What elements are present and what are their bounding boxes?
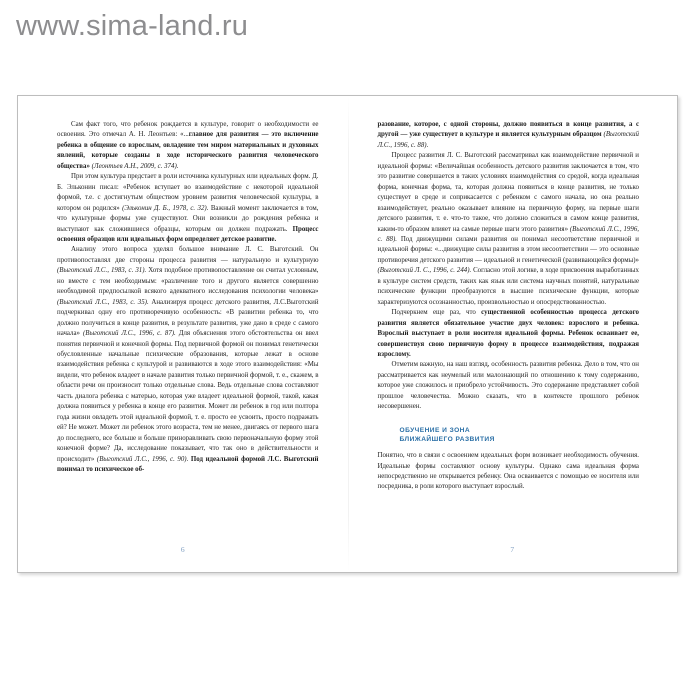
book-spread [17, 95, 678, 573]
section-heading [400, 426, 640, 444]
paragraph: Отметим важную, на наш взгляд, особенность развития ребенка. Дело в том, что он рассматривается как неумелый или малознающий по отношению к тому содержанию, которое уже сложилось и приобрело устойчивость. Это содержание представляет собой прошлое человечества. Можно сказать, что в контексте прошлого ребенок несовершенен. [377, 361, 639, 411]
left-page-text-block [57, 120, 319, 475]
paragraph: Процесс развития Л. С. Выготский рассматривал как взаимодействие первичной и идеальной формы: «Величайшая особенность детского развития заключается в том, что это развитие совершается в таких условиях взаимодействия со средой, когда идеальная форма, конечная форма, та, которая должна появиться в конце развития, не только существует в среде и соприкасается с ребенком с самого начала, но она реально взаимодействует, реально оказывает влияние на первичную форму, на первые шаги детского развития, т. е. что-то такое, что должно сложиться в самом конце развития, каким-то образом влияет на самые первые шаги этого развития» (Выготский Л.С., 1996, с. 88). Под движущими силами развития он понимал несоответствие первичной и идеальной формы: «...движущие силы развития в этом несоответствии — это основные противоречия детского развития — идеальной и генетической (развивающейся формы)» (Выготский Л. С., 1996, с. 244). Согласно этой логике, в ходе присвоения выработанных в культуре систем средств, таких как язык или система научных понятий, натуральные психические функции преобразуются в высшие психические функции, которые характеризуются осознанностью, произвольностью и опосредствованностью. [377, 152, 639, 306]
page-number-left: 6 [180, 545, 185, 554]
site-watermark: www.sima-land.ru [16, 10, 249, 42]
section-heading-line-1: ОБУЧЕНИЕ И ЗОНА [399, 426, 471, 434]
paragraph: При этом культура предстает в роли источника культурных или идеальных форм. Д. Б. Эльконин писал: «Ребенок вступает во взаимодействие с некоторой идеальной формой, т.е. с достигнутым обществом уровнем развития человеческой культуры, в котором он родился» (Эльконин Д. Б., 1978, с. 32). Важный момент заключается в том, что культурные формы уже существуют. Они возникли до рождения ребенка и выступают как сложившиеся образцы, которым он должен подражать. Процесс освоения образцов или идеальных форм определяет детское развитие. [57, 173, 319, 243]
paragraph: разование, которое, с одной стороны, должно появиться в конце развития, а с другой — уже существует в культуре и является культурным образцом (Выготский Л.С., 1996, с. 88). [377, 121, 639, 149]
paragraph: Сам факт того, что ребенок рождается в культуре, говорит о необходимости ее освоения. Это отмечал А. Н. Леонтьев: «...главное для развития — это включение ребенка в общение со взрослым, овладение тем миром материальных и духовных явлений, которые созданы в ходе исторического развития человеческого общества» (Леонтьев А.Н., 2009, с. 374). [57, 121, 319, 170]
right-page [348, 96, 678, 572]
paragraph: Анализу этого вопроса уделял большое внимание Л. С. Выготский. Он противопоставлял две стороны процесса развития — натуральную и культурную (Выготский Л.С., 1983, с. 31). Хотя подобное противопоставление он считал условным, но вместе с тем необходимым: «различение того и другого является совершенно необходимой предпосылкой всякого адекватного исследования психологии человека» (Выготский Л.С., 1983, с. 35). Анализируя процесс детского развития, Л.С.Выготский подчеркивал одну его противоречивую особенность: «В развитии ребенка то, что должно получиться в конце развития, в результате развития, уже дано в среде с самого начала» (Выготский Л.С., 1996, с. 87). Для объяснения этого обстоятельства он ввел понятия первичной и конечной формы. Под первичной формой он понимал генетически обусловленные начальные психические образования, которые лежат в основе взаимодействия ребенка с культурой и развиваются в ходе этого взаимодействия: «Мы видели, что ребенок владеет в начале развития только первичной формой, т. е., скажем, в области речи он произносит только отдельные слова. Ведь отдельные слова составляют часть диалога ребенка с матерью, которая уже владеет идеальной формой, такой, какая должна появиться у ребенка в конце его развития. Может ли ребенок в год или полтора года жизни овладеть этой идеальной формой, т. е. просто ее усвоить, просто подражать ей? Не может. Может ли ребенок этого возраста, тем не менее, двигаясь от первого шага до последнего, все больше и больше приноравливать свою первоначальную форму этой конечной форме? Да, исследование показывает, что так оно в действительности и происходит» (Выготский Л.С., 1996, с. 90). Под идеальной формой Л.С. Выготский понимал то психическое об- [57, 246, 319, 473]
left-page [18, 96, 348, 572]
right-page-text-block [378, 120, 640, 493]
section-heading-line-2: БЛИЖАЙШЕГО РАЗВИТИЯ [399, 435, 495, 443]
page-number-right: 7 [510, 545, 515, 554]
paragraph: Подчеркнем еще раз, что существенной особенностью процесса детского развития является обязательное участие двух человек: взрослого и ребенка. Взрослый выступает в роли носителя идеальной формы. Ребенок осваивает ее, совершенствуя свою первичную форму в процессе взаимодействия, подражая взрослому. [377, 309, 639, 358]
paragraph: Понятно, что в связи с освоением идеальных форм возникает необходимость обучения. Идеальные формы составляют основу культуры. Однако сама идеальная форма непосредственно не открывается ребенку. Она осваивается с помощью ее носителя или посредника, в роли которого выступает взрослый. [377, 452, 639, 491]
